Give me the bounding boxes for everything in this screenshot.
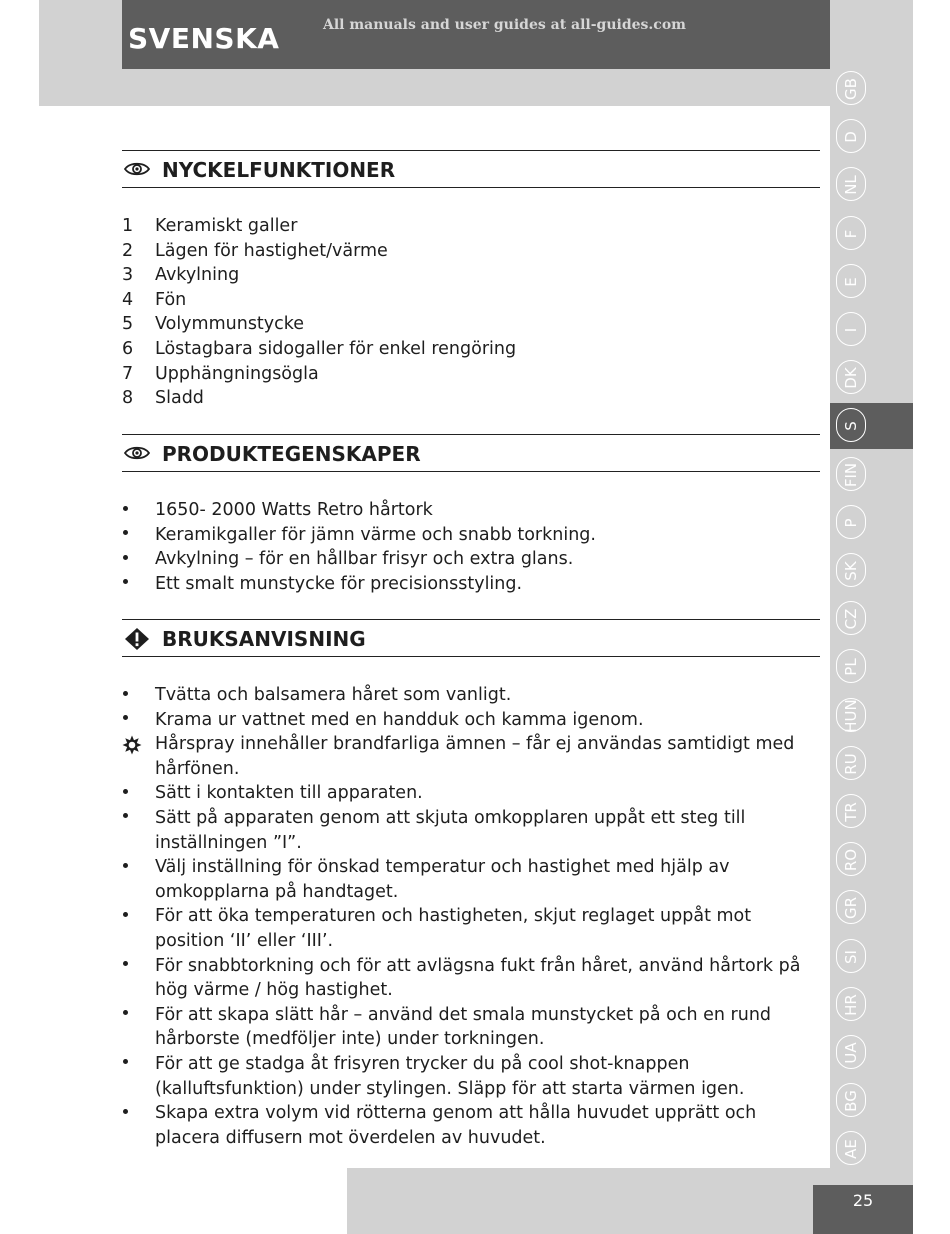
language-tab-label: RO [842,849,860,872]
language-tab-label: BG [842,1090,860,1113]
item-number: 4 [122,289,134,310]
section-header-product-features [122,434,820,472]
warning-icon [124,627,150,651]
item-text: Fön [155,289,187,310]
language-tab-label: SI [842,949,860,964]
language-tab-label: F [842,229,860,238]
language-tab-label: GR [842,897,860,920]
bullet [122,523,152,548]
language-tab-label: HR [842,993,860,1016]
language-tab-tr[interactable] [832,789,870,835]
list-item [122,954,812,1003]
language-tab-label: FIN [842,462,860,487]
language-tab-dk[interactable] [832,355,870,401]
language-title: SVENSKA [128,22,280,55]
item-text: Välj inställning för önskad temperatur och hastighet med hjälp av omkopplarna på handtaget. [155,857,730,902]
item-text: Lägen för hastighet/värme [155,240,388,261]
bullet [122,683,152,708]
list-item [122,547,812,572]
bullet [122,1052,152,1077]
instructions-list [122,683,812,1150]
language-tab-ae[interactable] [832,1126,870,1172]
language-tab-ro[interactable] [832,837,870,883]
language-tab-pl[interactable] [832,644,870,690]
language-tab-bg[interactable] [832,1078,870,1124]
list-item [122,781,812,806]
language-tab-cz[interactable] [832,596,870,642]
list-item [122,362,812,387]
language-tab-label: CZ [842,608,860,630]
language-tab-label: RU [842,753,860,775]
language-tab-s[interactable] [832,403,870,449]
list-item [122,708,812,733]
list-item [122,1052,812,1101]
eye-icon [124,445,150,461]
list-item [122,214,812,239]
language-tab-label: UA [842,1042,860,1064]
language-tab-d[interactable] [832,114,870,160]
item-text: Hårspray innehåller brandfarliga ämnen – får ej användas samtidigt med hårfönen. [155,734,795,779]
language-tab-label: E [842,277,860,287]
language-tab-label: S [842,421,860,432]
item-number: 1 [122,216,134,236]
bullet [122,1003,152,1028]
language-tab-hr[interactable] [832,982,870,1028]
language-tab-i[interactable] [832,307,870,353]
item-text: Löstagbara sidogaller för enkel rengöring [155,338,517,359]
bullet [122,904,152,929]
language-tab-ua[interactable] [832,1030,870,1076]
list-item [122,855,812,904]
language-tab-fin[interactable] [832,452,870,498]
item-text: Avkylning – för en hållbar frisyr och extra glans. [155,549,574,570]
language-tab-label: I [842,327,860,333]
item-number: 5 [122,314,134,335]
page-number-box [813,1185,913,1234]
list-item [122,337,812,362]
section-header-key-features [122,150,820,188]
language-tab-label: PL [842,658,860,677]
section-header-instructions [122,619,820,657]
language-tab-label: GB [842,78,860,100]
bullet [122,708,152,733]
bullet [122,806,152,831]
bullet [122,547,152,572]
list-item [122,1101,812,1150]
bullet [122,954,152,979]
list-item [122,523,812,548]
item-number: 6 [122,338,134,359]
language-tab-p[interactable] [832,500,870,546]
language-tab-hun[interactable] [832,693,870,739]
language-tab-label: HUN [842,698,860,733]
item-text: För att skapa slätt hår – använd det smala munstycket på och en rund hårborste (medföljer inte) under torkningen. [155,1004,772,1050]
bullet [122,498,152,523]
language-tab-label: D [842,131,860,143]
eye-icon [124,161,150,177]
key-features-list [122,214,812,411]
section-title: PRODUKTEGENSKAPER [162,442,421,466]
item-text: Krama ur vattnet med en handduk och kamma igenom. [155,709,644,730]
language-tab-sk[interactable] [832,548,870,594]
item-text: För att ge stadga åt frisyren trycker du på cool shot-knappen (kalluftsfunktion) under stylingen. Släpp för att starta värmen igen. [155,1053,745,1099]
list-item [122,1003,812,1052]
language-tab-e[interactable] [832,259,870,305]
item-text: Sätt i kontakten till apparaten. [155,783,423,804]
bullet [122,572,152,597]
list-item [122,572,812,597]
list-item [122,806,812,855]
item-text: Ett smalt munstycke för precisionsstyling. [155,573,523,594]
item-text: För att öka temperaturen och hastigheten, skjut reglaget uppåt mot position ‘II’ eller ‘III’. [155,906,752,951]
language-tab-nl[interactable] [832,162,870,208]
list-item [122,239,812,264]
language-tab-si[interactable] [832,934,870,980]
product-features-list [122,498,812,596]
bullet [122,855,152,880]
item-number: 8 [122,388,134,409]
list-item [122,683,812,708]
list-item [122,288,812,313]
language-tab-gr[interactable] [832,885,870,931]
watermark: All manuals and user guides at all-guides.com [323,17,686,33]
item-text: Avkylning [155,265,240,286]
item-text: Sladd [155,388,204,409]
language-tab-ru[interactable] [832,741,870,787]
language-tab-label: P [842,518,860,528]
flammable-icon [122,735,142,755]
language-tab-label: TR [842,802,860,822]
item-number: 3 [122,265,134,286]
language-tab-label: SK [842,561,860,581]
item-text: Skapa extra volym vid rötterna genom att hålla huvudet upprätt och placera diffusern mot överdelen av huvudet. [155,1103,757,1148]
page-number: 25 [852,1191,874,1210]
item-number: 2 [122,240,134,261]
section-title: BRUKSANVISNING [162,627,366,651]
item-text: Keramiskt galler [155,216,298,236]
language-tab-gb[interactable] [832,66,870,112]
list-item [122,263,812,288]
language-tab-label: DK [842,367,860,389]
list-item [122,312,812,337]
list-item [122,904,812,953]
item-text: Tvätta och balsamera håret som vanligt. [155,685,512,705]
language-tab-label: AE [842,1139,860,1160]
language-tab-label: NL [842,175,860,196]
bullet [122,781,152,806]
item-number: 7 [122,363,134,384]
section-title: NYCKELFUNKTIONER [162,158,396,182]
list-item [122,498,812,523]
item-text: Sätt på apparaten genom att skjuta omkopplaren uppåt ett steg till inställningen ”I”. [155,807,746,853]
item-text: Keramikgaller för jämn värme och snabb torkning. [155,524,596,545]
item-text: Volymmunstycke [155,314,305,335]
item-text: 1650- 2000 Watts Retro hårtork [155,500,433,520]
list-item [122,732,812,781]
language-tab-f[interactable] [832,211,870,257]
bullet [122,1101,152,1126]
item-text: Upphängningsögla [155,363,319,384]
item-text: För snabbtorkning och för att avlägsna fukt från håret, använd hårtork på hög värme / hög hastighet. [155,955,801,1001]
list-item [122,386,812,411]
